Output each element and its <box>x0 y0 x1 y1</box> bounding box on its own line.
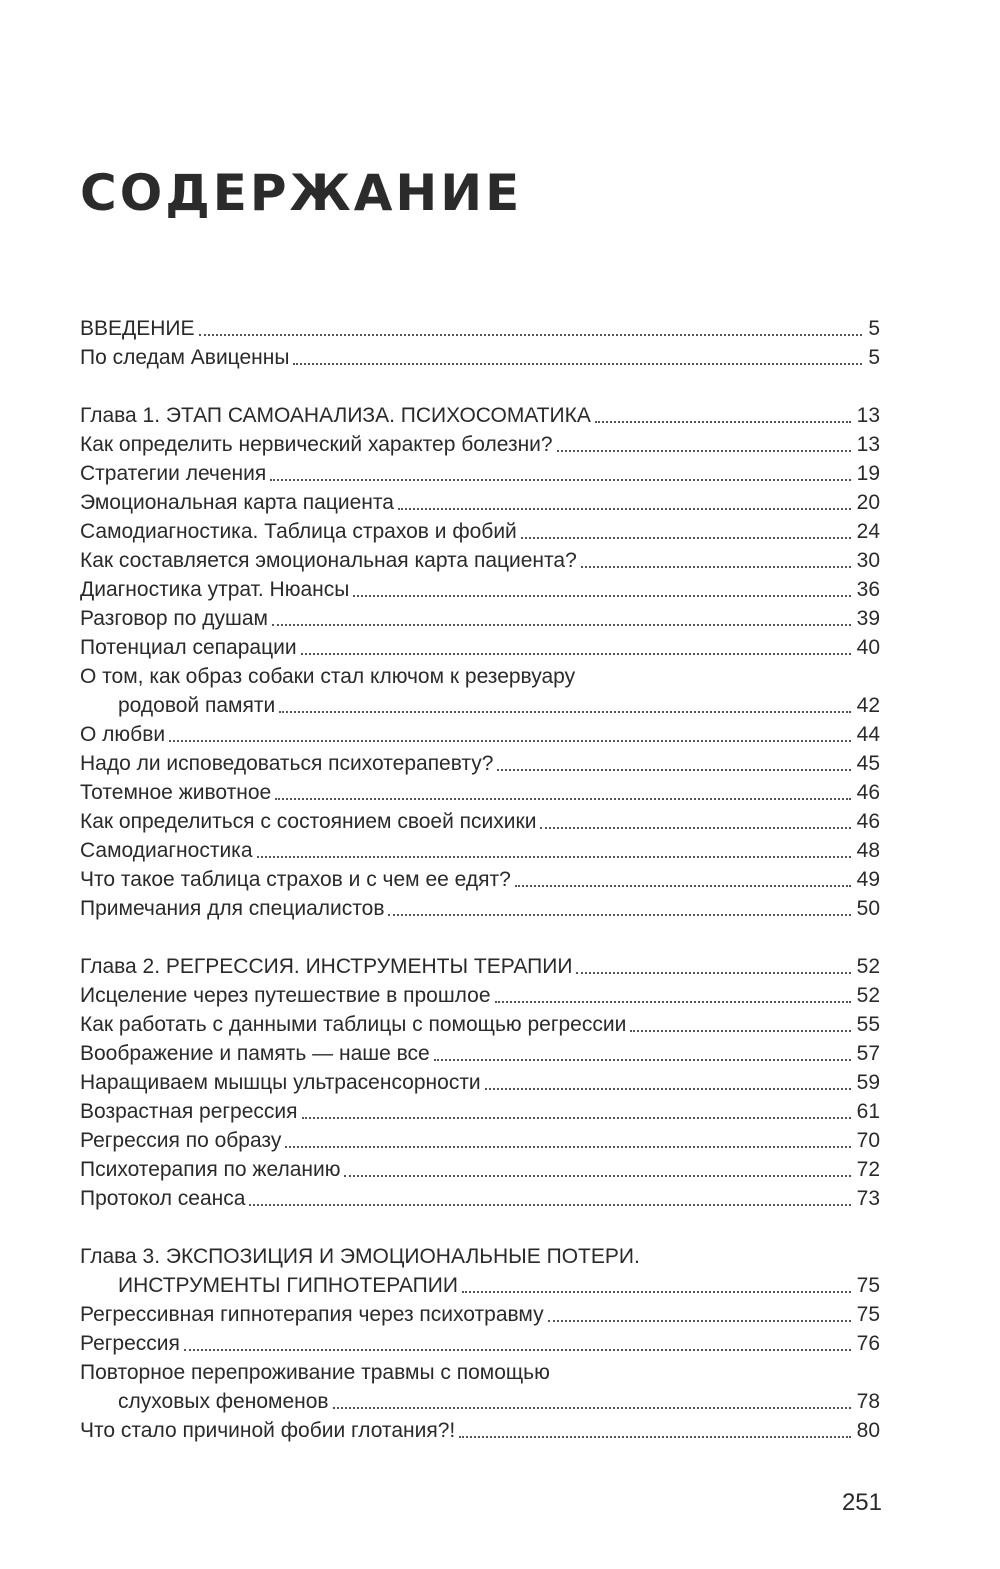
toc-entry-label: Глава 1. ЭТАП САМОАНАЛИЗА. ПСИХОСОМАТИКА <box>80 404 591 427</box>
dot-leader <box>581 566 851 568</box>
dot-leader <box>257 856 851 858</box>
toc-entry <box>80 575 880 604</box>
dot-leader <box>557 450 851 452</box>
dot-leader <box>485 1088 851 1090</box>
toc-entry <box>80 1068 880 1097</box>
toc-entry-page: 36 <box>856 578 880 601</box>
toc-entry-page: 73 <box>856 1187 880 1210</box>
toc-entry-label: родовой памяти <box>118 694 276 717</box>
toc-entry-page: 5 <box>868 346 880 369</box>
toc-entry-label: Разговор по душам <box>80 607 268 630</box>
dot-leader <box>270 479 850 481</box>
toc-entry-page: 70 <box>856 1129 880 1152</box>
toc-entry-label: Что такое таблица страхов и с чем ее едят? <box>80 868 511 891</box>
dot-leader <box>398 508 851 510</box>
toc-entry-page: 40 <box>856 636 880 659</box>
toc-entry-label: Повторное перепроживание травмы с помощью <box>80 1361 550 1384</box>
toc-entry-label: Психотерапия по желанию <box>80 1158 341 1181</box>
toc-entry-label: Протокол сеанса <box>80 1187 246 1210</box>
toc-entry-label: Как работать с данными таблицы с помощью регрессии <box>80 1013 627 1036</box>
toc-entry <box>80 546 880 575</box>
toc-entry-page: 52 <box>856 984 880 1007</box>
toc-entry <box>80 1126 880 1155</box>
toc-entry-label: Самодиагностика. Таблица страхов и фобий <box>80 520 517 543</box>
dot-leader <box>184 1349 851 1351</box>
table-of-contents <box>80 314 880 1445</box>
toc-entry <box>80 1358 880 1387</box>
toc-entry-page: 46 <box>856 810 880 833</box>
toc-entry <box>80 459 880 488</box>
dot-leader <box>285 1146 850 1148</box>
toc-entry <box>80 1155 880 1184</box>
toc-entry-label: О том, как образ собаки стал ключом к резервуару <box>80 665 576 688</box>
toc-entry-page: 72 <box>856 1158 880 1181</box>
toc-entry <box>80 517 880 546</box>
toc-entry-page: 30 <box>856 549 880 572</box>
dot-leader <box>249 1204 850 1206</box>
dot-leader <box>459 1436 850 1438</box>
toc-entry <box>80 1416 880 1445</box>
dot-leader <box>515 885 851 887</box>
toc-entry <box>80 981 880 1010</box>
toc-entry-page: 76 <box>856 1332 880 1355</box>
toc-entry-label: ВВЕДЕНИЕ <box>80 317 195 340</box>
toc-entry-page: 55 <box>856 1013 880 1036</box>
toc-entry <box>80 1329 880 1358</box>
toc-entry-label: Примечания для специалистов <box>80 897 385 920</box>
toc-entry-label: Регрессивная гипнотерапия через психотравму <box>80 1303 544 1326</box>
dot-leader <box>630 1030 850 1032</box>
toc-entry <box>80 488 880 517</box>
dot-leader <box>275 798 850 800</box>
toc-entry <box>80 604 880 633</box>
dot-leader <box>333 1407 851 1409</box>
toc-entry <box>80 1039 880 1068</box>
toc-entry-label: Как составляется эмоциональная карта пациента? <box>80 549 577 572</box>
dot-leader <box>540 827 850 829</box>
toc-entry <box>80 1097 880 1126</box>
toc-entry-continuation <box>80 1387 880 1416</box>
toc-entry-page: 49 <box>856 868 880 891</box>
toc-entry-page: 20 <box>856 491 880 514</box>
toc-entry <box>80 1184 880 1213</box>
toc-entry-label: Самодиагностика <box>80 839 253 862</box>
toc-entry-page: 50 <box>856 897 880 920</box>
page-title: СОДЕРЖАНИЕ <box>80 164 523 222</box>
toc-section <box>80 952 880 1213</box>
dot-leader <box>199 334 863 336</box>
toc-entry-continuation <box>80 691 880 720</box>
dot-leader <box>495 1001 851 1003</box>
dot-leader <box>301 653 851 655</box>
dot-leader <box>279 711 850 713</box>
toc-entry-label: Регрессия по образу <box>80 1129 282 1152</box>
dot-leader <box>293 363 862 365</box>
toc-entry-page: 5 <box>868 317 880 340</box>
toc-entry-label: Глава 3. ЭКСПОЗИЦИЯ И ЭМОЦИОНАЛЬНЫЕ ПОТЕРИ. <box>80 1245 640 1268</box>
toc-entry-label: По следам Авиценны <box>80 346 290 369</box>
toc-section <box>80 314 880 372</box>
dot-leader <box>521 537 851 539</box>
toc-entry <box>80 343 880 372</box>
toc-entry-page: 39 <box>856 607 880 630</box>
dot-leader <box>434 1059 851 1061</box>
toc-entry-label: Стратегии лечения <box>80 462 267 485</box>
toc-entry-page: 46 <box>856 781 880 804</box>
dot-leader <box>576 972 850 974</box>
dot-leader <box>272 624 851 626</box>
toc-entry <box>80 1300 880 1329</box>
toc-entry-page: 13 <box>856 433 880 456</box>
toc-entry-label: Воображение и память — наше все <box>80 1042 430 1065</box>
toc-entry-label: Наращиваем мышцы ультрасенсорности <box>80 1071 481 1094</box>
toc-entry-page: 19 <box>856 462 880 485</box>
toc-entry-page: 44 <box>856 723 880 746</box>
toc-entry <box>80 952 880 981</box>
toc-entry <box>80 749 880 778</box>
dot-leader <box>388 914 850 916</box>
toc-entry-label: Что стало причиной фобии глотания?! <box>80 1419 456 1442</box>
toc-entry-page: 48 <box>856 839 880 862</box>
toc-entry-page: 78 <box>856 1390 880 1413</box>
toc-entry <box>80 778 880 807</box>
dot-leader <box>353 595 850 597</box>
toc-entry-label: Эмоциональная карта пациента <box>80 491 394 514</box>
dot-leader <box>169 740 851 742</box>
toc-entry-page: 24 <box>856 520 880 543</box>
dot-leader <box>497 769 850 771</box>
toc-entry <box>80 836 880 865</box>
toc-entry-label: Глава 2. РЕГРЕССИЯ. ИНСТРУМЕНТЫ ТЕРАПИИ <box>80 955 573 978</box>
toc-entry-page: 75 <box>856 1274 880 1297</box>
toc-entry-label: ИНСТРУМЕНТЫ ГИПНОТЕРАПИИ <box>118 1274 458 1297</box>
toc-entry-page: 52 <box>856 955 880 978</box>
toc-entry <box>80 865 880 894</box>
toc-section <box>80 401 880 923</box>
page-number: 251 <box>841 1489 882 1516</box>
dot-leader <box>344 1175 850 1177</box>
toc-entry-continuation <box>80 1271 880 1300</box>
toc-entry <box>80 894 880 923</box>
toc-entry-label: Регрессия <box>80 1332 180 1355</box>
toc-entry-page: 59 <box>856 1071 880 1094</box>
toc-entry-label: Возрастная регрессия <box>80 1100 298 1123</box>
toc-entry <box>80 633 880 662</box>
toc-entry <box>80 314 880 343</box>
toc-entry-label: Как определить нервический характер болезни? <box>80 433 553 456</box>
toc-entry-label: Как определиться с состоянием своей психики <box>80 810 537 833</box>
toc-entry-label: слуховых феноменов <box>118 1390 329 1413</box>
toc-entry <box>80 807 880 836</box>
toc-entry <box>80 1242 880 1271</box>
dot-leader <box>302 1117 851 1119</box>
toc-entry-label: Диагностика утрат. Нюансы <box>80 578 350 601</box>
toc-entry-label: Потенциал сепарации <box>80 636 297 659</box>
toc-entry-label: О любви <box>80 723 166 746</box>
toc-entry <box>80 1010 880 1039</box>
toc-entry-page: 80 <box>856 1419 880 1442</box>
toc-entry-label: Тотемное животное <box>80 781 272 804</box>
toc-entry-label: Исцеление через путешествие в прошлое <box>80 984 491 1007</box>
dot-leader <box>548 1320 851 1322</box>
toc-entry-page: 45 <box>856 752 880 775</box>
toc-entry <box>80 430 880 459</box>
toc-entry-page: 42 <box>856 694 880 717</box>
toc-entry-page: 61 <box>856 1100 880 1123</box>
dot-leader <box>462 1291 851 1293</box>
toc-entry <box>80 662 880 691</box>
toc-section <box>80 1242 880 1445</box>
toc-entry <box>80 401 880 430</box>
dot-leader <box>595 421 851 423</box>
toc-entry-page: 13 <box>856 404 880 427</box>
toc-entry-page: 75 <box>856 1303 880 1326</box>
toc-entry-page: 57 <box>856 1042 880 1065</box>
toc-entry <box>80 720 880 749</box>
toc-entry-label: Надо ли исповедоваться психотерапевту? <box>80 752 494 775</box>
